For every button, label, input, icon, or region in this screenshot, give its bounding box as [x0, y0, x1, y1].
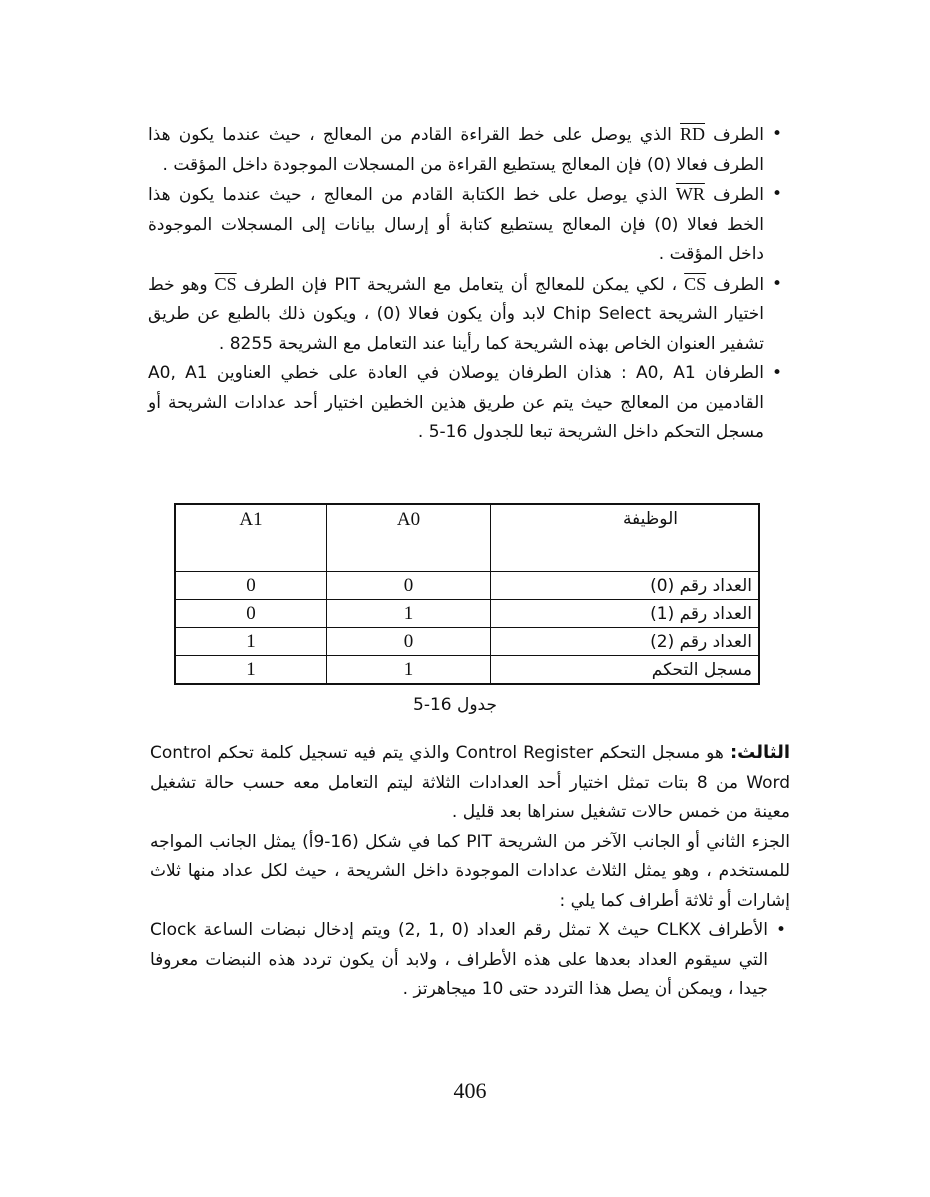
- header-function: الوظيفة: [491, 504, 760, 572]
- cell-a1: 0: [175, 600, 327, 628]
- cell-function: العداد رقم (1): [491, 600, 760, 628]
- third-label: الثالث:: [729, 742, 790, 763]
- cell-a1: 1: [175, 656, 327, 685]
- control-register-section: [150, 738, 790, 1005]
- cs-pin-item: [148, 270, 784, 360]
- third-text: هو مسجل التحكم Control Register والذي يتم فيه تسجيل كلمة تحكم Control Word من 8 بتات تمثل اختيار أحد العدادات الثلاثة ليتم التعامل معه حسب حالة تشغيل معينة من خمس حالات تشغيل سنراها بعد قليل .: [150, 743, 790, 822]
- clk-list: [150, 916, 790, 1005]
- table-caption: جدول 16-5: [412, 695, 497, 715]
- table-row: [175, 628, 759, 656]
- page-number: 406: [453, 1078, 487, 1103]
- header-a1: A1: [175, 504, 327, 572]
- cell-a0: 0: [327, 572, 491, 600]
- table-row: [175, 656, 759, 685]
- cs-pin-text-1: ، لكي يمكن للمعالج أن يتعامل مع الشريحة PIT فإن الطرف: [243, 274, 678, 295]
- cs-pin-text-2: وهو خط اختيار الشريحة Chip Select لابد وأن يكون فعالا (0) ، ويكون ذلك بالطبع عن طريق تشفير العنوان الخاص بهذه الشريحة كما رأينا عند التعامل مع الشريحة 8255 .: [148, 274, 764, 354]
- cs-pin-pre: الطرف: [713, 274, 765, 295]
- table-row: [175, 572, 759, 600]
- cell-a0: 1: [327, 656, 491, 685]
- cs-signal-name-2: CS: [214, 273, 237, 294]
- cell-function: مسجل التحكم: [491, 656, 760, 685]
- cell-a1: 0: [175, 572, 327, 600]
- rd-signal-name: RD: [680, 124, 706, 144]
- address-function-table: [174, 503, 760, 685]
- clk-pin-item: • الأطراف CLKX حيث X تمثل رقم العداد (0 ,1 ,2) ويتم إدخال نبضات الساعة Clock التي سيقوم العداد بعدها على هذه الأطراف ، ولابد أن يكون تردد هذه النبضات معروفا جيدا ، ويمكن أن يصل هذا التردد حتى 10 ميجاهرتز .: [150, 916, 790, 1005]
- a0-a1-pin-text: الطرفان A0, A1 : هذان الطرفان يوصلان في العادة على خطي العناوين A0, A1 القادمين من المعالج حيث يتم عن طريق هذين الخطين اختيار أحد عدادات الشريحة أو مسجل التحكم داخل الشريحة تبعا للجدول 16-5 .: [148, 363, 764, 442]
- wr-signal-name: WR: [675, 184, 705, 204]
- table-header-row: [175, 504, 759, 572]
- cell-a0: 0: [327, 628, 491, 656]
- cs-signal-name: CS: [684, 273, 707, 294]
- cell-function: العداد رقم (2): [491, 628, 760, 656]
- rd-pin-item: [148, 120, 784, 180]
- wr-pin-item: [148, 180, 784, 270]
- cell-a0: 1: [327, 600, 491, 628]
- rd-pin-text: الذي يوصل على خط القراءة القادم من المعالج ، حيث عندما يكون هذا الطرف فعالا (0) فإن المعالج يستطيع القراءة من المسجلات الموجودة داخل المؤقت .: [148, 125, 764, 175]
- third-paragraph: [150, 738, 790, 828]
- header-a0: A0: [327, 504, 491, 572]
- pin-descriptions: [148, 120, 784, 448]
- wr-pin-text: الذي يوصل على خط الكتابة القادم من المعالج ، حيث عندما يكون هذا الخط فعالا (0) فإن المعالج يستطيع كتابة أو إرسال بيانات إلى المسجلات الموجودة داخل المؤقت .: [148, 185, 765, 264]
- table-row: [175, 600, 759, 628]
- second-part-paragraph: الجزء الثاني أو الجانب الآخر من الشريحة PIT كما في شكل (16-9أ) يمثل الجانب المواجه للمستخدم ، وهو يمثل الثلاث عدادات الموجودة داخل الشريحة ، حيث لكل عداد منها ثلاث إشارات أو ثلاثة أطراف كما يلي :: [150, 831, 790, 911]
- cell-function: العداد رقم (0): [491, 572, 760, 600]
- cell-a1: 1: [175, 628, 327, 656]
- a0-a1-pin-item: [148, 359, 784, 448]
- wr-pin-pre: الطرف: [713, 185, 765, 205]
- rd-pin-pre: الطرف: [713, 125, 764, 145]
